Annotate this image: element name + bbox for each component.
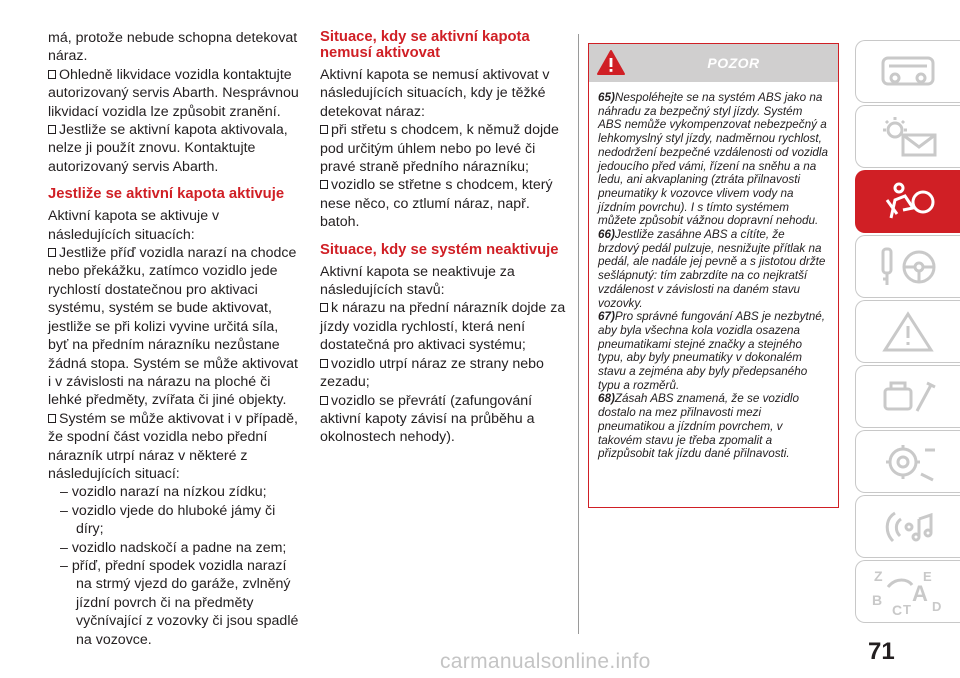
bullet-item bbox=[48, 410, 300, 484]
tab-multimedia[interactable] bbox=[855, 495, 960, 558]
note-text: Nespoléhejte se na systém ABS jako na náhradu za bezpečný styl jízdy. Systém ABS nemůže vykompenzovat nebezpečný a lehkomyslný styl jízdy, nadměrnou rychlost, nedodržení bezpečné vzdálenosti od vozidla jedoucího před vámi, řízení na sněhu a na ledu, ani akvaplaning (ztráta přilnavosti pneumatiky k vozovce vlivem vody na jízdním povrchu). I s tímto systémem můžete způsobit vážnou dopravní nehodu. bbox=[598, 91, 829, 228]
dash-item: – příď, přední spodek vozidla narazí na strmý vjezd do garáže, zvlněný jízdní povrch či na předměty vyčnívající z vozovky či jsou spadlé na vozovce. bbox=[60, 557, 299, 648]
square-bullet-icon bbox=[48, 125, 56, 134]
square-bullet-icon bbox=[320, 396, 328, 405]
index-letter: A bbox=[912, 580, 928, 606]
page-number: 71 bbox=[868, 638, 895, 665]
starting-driving-icon bbox=[873, 245, 943, 289]
bullet-item bbox=[320, 392, 570, 447]
dash-item: – vozidlo nadskočí a padne na zem; bbox=[60, 539, 287, 556]
tab-index[interactable] bbox=[855, 560, 960, 623]
bullet-item bbox=[320, 299, 570, 354]
square-bullet-icon bbox=[48, 248, 56, 257]
square-bullet-icon bbox=[48, 70, 56, 79]
paragraph: Aktivní kapota se aktivuje v následujících situacích: bbox=[48, 208, 220, 243]
text-column-left bbox=[48, 29, 300, 649]
column-divider bbox=[578, 34, 579, 634]
multimedia-icon bbox=[873, 505, 943, 549]
note-text: Pro správné fungování ABS je nezbytné, aby byla všechna kola vozidla osazena pneumatikami stejné značky a stejného typu, aby byly pneumatiky v dokonalém stavu a zejména aby byly předepsaného typu a rozměrů. bbox=[598, 310, 825, 392]
tab-maintenance[interactable] bbox=[855, 365, 960, 428]
square-bullet-icon bbox=[320, 359, 328, 368]
paragraph: Aktivní kapota se nemusí aktivovat v následujících situacích, kdy je těžké detekovat náraz: bbox=[320, 67, 550, 120]
warning-note bbox=[598, 310, 828, 392]
warning-notes bbox=[589, 82, 838, 461]
tab-emergency[interactable] bbox=[855, 300, 960, 363]
bullet-text: vozidlo se převrátí (zafungování aktivní kapoty závisí na průběhu a okolnostech nehody). bbox=[320, 392, 535, 446]
note-number: 67) bbox=[598, 310, 615, 324]
note-number: 68) bbox=[598, 392, 615, 406]
square-bullet-icon bbox=[320, 180, 328, 189]
warning-header bbox=[589, 44, 838, 82]
note-number: 65) bbox=[598, 91, 615, 104]
warning-box bbox=[588, 43, 839, 508]
warning-lights-icon bbox=[873, 115, 943, 159]
emergency-icon bbox=[873, 310, 943, 354]
square-bullet-icon bbox=[320, 303, 328, 312]
watermark-text: carmanualsonline.info bbox=[440, 650, 651, 673]
section-heading: Jestliže se aktivní kapota aktivuje bbox=[48, 186, 285, 203]
bullet-item bbox=[320, 121, 570, 176]
warning-note bbox=[598, 392, 828, 461]
car-dashboard-icon bbox=[873, 50, 943, 94]
bullet-text: vozidlo utrpí náraz ze strany nebo zezadu; bbox=[320, 355, 544, 391]
square-bullet-icon bbox=[48, 414, 56, 423]
section-heading: Situace, kdy se aktivní kapota nemusí aktivovat bbox=[320, 29, 530, 61]
tab-car-dashboard[interactable] bbox=[855, 40, 960, 103]
index-icon bbox=[868, 567, 948, 617]
tab-warning-lights[interactable] bbox=[855, 105, 960, 168]
section-heading: Situace, kdy se systém neaktivuje bbox=[320, 241, 559, 258]
dash-item: – vozidlo narazí na nízkou zídku; bbox=[60, 484, 267, 501]
index-letter: B bbox=[872, 591, 883, 608]
safety-airbag-icon bbox=[873, 180, 943, 224]
bullet-item bbox=[320, 355, 570, 392]
tab-starting-driving[interactable] bbox=[855, 235, 960, 298]
bullet-item bbox=[48, 244, 300, 410]
index-letter: E bbox=[923, 568, 932, 584]
paragraph: má, protože nebude schopna detekovat náraz. bbox=[48, 30, 298, 65]
maintenance-icon bbox=[873, 375, 943, 419]
bullet-text: Systém se může aktivovat i v případě, že spodní část vozidla nebo přední nárazník utrpí náraz v některé z následujících situací: bbox=[48, 410, 298, 482]
note-text: Jestliže zasáhne ABS a cítíte, že brzdový pedál pulzuje, nesnižujte přítlak na pedál, ale nadále jej pevně a s jistotou držte sešlápnutý: tím zabrzdíte na co nejkratší vzdálenost v závislosti na daném stavu vozovky. bbox=[598, 228, 826, 310]
index-letter: Z bbox=[874, 567, 883, 584]
text-column-middle bbox=[320, 29, 570, 447]
tab-technical-data[interactable] bbox=[855, 430, 960, 493]
square-bullet-icon bbox=[320, 125, 328, 134]
bullet-text: Ohledně likvidace vozidla kontaktujte autorizovaný servis Abarth. Nesprávnou likvidací vozidla lze způsobit zranění. bbox=[48, 66, 299, 120]
bullet-item bbox=[48, 121, 300, 176]
paragraph: Aktivní kapota se neaktivuje za následujících stavů: bbox=[320, 263, 515, 299]
bullet-text: k nárazu na přední nárazník dojde za jízdy vozidla rychlostí, která není dostatečná pro aktivaci systému; bbox=[320, 300, 566, 354]
warning-note bbox=[598, 228, 828, 310]
index-letter: T bbox=[903, 601, 911, 617]
index-letter: C bbox=[892, 601, 903, 617]
bullet-text: Jestliže se aktivní kapota aktivovala, nelze ji použít znovu. Kontaktujte autorizovaný servis Abarth. bbox=[48, 122, 288, 175]
tab-safety[interactable] bbox=[855, 170, 960, 233]
technical-data-icon bbox=[873, 440, 943, 484]
index-letter: D bbox=[932, 598, 942, 614]
bullet-item bbox=[320, 176, 570, 231]
note-number: 66) bbox=[598, 228, 615, 242]
bullet-text: vozidlo se střetne s chodcem, který nese něco, co ztlumí náraz, např. batoh. bbox=[320, 177, 553, 231]
warning-note bbox=[598, 91, 828, 228]
bullet-text: Jestliže příď vozidla narazí na chodce nebo překážku, zatímco vozidlo jede rychlostí dostatečnou pro aktivaci systému, systém se bude aktivovat, jestliže se při kolizi vyvine určitá síla, byť na předním nárazníku nezůstane žádná stopa. Systém se může aktivovat i v závislosti na nárazu na ploché či lehké předměty, zvířata či jiné objekty. bbox=[48, 245, 298, 409]
note-text: Zásah ABS znamená, že se vozidlo dostalo na mez přilnavosti mezi pneumatikou a jízdním povrchem, v takovém stavu je třeba zpomalit a přizpůsobit tak jízdu dané přilnavosti. bbox=[598, 392, 799, 461]
dash-item: – vozidlo vjede do hluboké jámy či díry; bbox=[60, 502, 276, 538]
bullet-text: při střetu s chodcem, k němuž dojde pod určitým úhlem nebo po levé či pravé straně předního nárazníku; bbox=[320, 122, 559, 176]
warning-title: POZOR bbox=[707, 55, 760, 71]
bullet-item bbox=[48, 66, 300, 121]
